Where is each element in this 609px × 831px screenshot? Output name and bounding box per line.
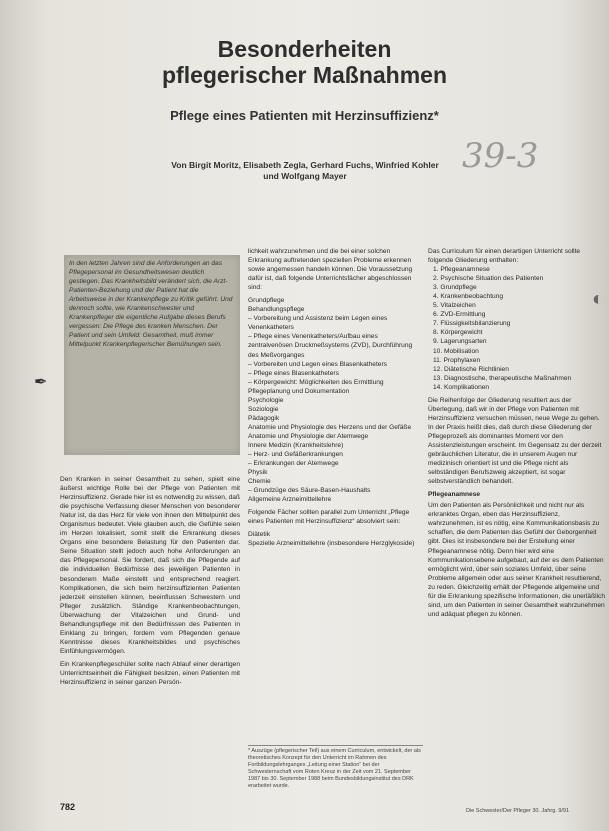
subtitle: Pflege eines Patienten mit Herzinsuffizienz*: [170, 108, 439, 123]
section-heading: Pflegeanamnese: [428, 491, 481, 499]
prerequisite-item: Soziologie: [248, 405, 279, 413]
title-line-2: pflegerischer Maßnahmen: [161, 62, 448, 88]
bird-mark-icon: ✒: [34, 374, 48, 391]
authors-line-1: Von Birgit Moritz, Elisabeth Zegla, Gerhard Fuchs, Winfried Kohler: [171, 160, 439, 170]
column-3: [428, 247, 606, 623]
column2-parallel: Folgende Fächer sollten parallel zum Unterricht „Pflege eines Patienten mit Herzinsuffizienz“ absolviert sein:: [248, 509, 410, 526]
prerequisite-item: Grundpflege: [248, 297, 285, 305]
column1-body-2: Ein Krankenpflegeschüler sollte nach Ablauf einer derartigen Unterrichtseinheit die Fähigkeit besitzen, einen Patienten mit Herzinsuffizienz in seiner ganzen Persön-: [60, 660, 240, 687]
curriculum-outline: [428, 265, 606, 392]
outline-item: 2. Psychische Situation des Patienten: [433, 275, 544, 283]
intro-highlight-text: In den letzten Jahren sind die Anforderungen an das Pflegepersonal im Gesundheitswesen deutlich gestiegen. Das Krankheitsbild verändert sich, die Arzt-Patienten-Beziehung und der Patient hat die Arbeitsweise in der Krankenpflege zu Kritik geführt. Und dennoch sollte, wie Krankenschwester und Krankenpfleger die eigentliche Aufgabe dieses Berufs vergessen: Die Pflege des kranken Menschen. Der Patient und sein Umfeld: Gesamtheit, muß immer Mittelpunkt Krankenpflegerischer Bemühungen sein.: [69, 260, 233, 348]
authors: [120, 160, 490, 182]
handwritten-note: 39-3: [462, 136, 539, 176]
authors-line-2: und Wolfgang Mayer: [263, 171, 347, 181]
prerequisite-item: Behandlungspflege: [248, 306, 305, 314]
prerequisite-item: Pflegeplanung und Dokumentation: [248, 387, 350, 395]
prerequisite-item: – Pflege eines Blasenkatheters: [248, 369, 339, 377]
outline-item: 7. Flüssigkeitsbilanzierung: [433, 320, 511, 328]
column3-para2: Um den Patienten als Persönlichkeit und nicht nur als erkranktes Organ, eben das Herzinsuffizienz, wahrzunehmen, ist es nötig, eine Kommunikationsbasis zu schaffen, die dem Patienten das Gefühl der Geborgenheit gibt. Dies ist insbesondere bei der Erstellung einer Pflegeanamnese nötig. Denn hier wird eine Kommunikationsebene aufgebaut, auf der es dem Patienten ermöglicht wird, über sein soziales Umfeld, über seine Probleme allgemein oder aus seiner Krankheit resultierend, zu reden. Gleichzeitig erhält der Pflegende allgemeine und für die Erkrankung spezifische Informationen, die unerläßlich sind, um den Patienten in seiner Gesamtheit wahrzunehmen und adäquat pflegen zu können.: [428, 502, 606, 618]
outline-item: 13. Diagnostische, therapeutische Maßnahmen: [433, 374, 572, 382]
prerequisite-item: – Vorbereitung und Assistenz beim Legen eines Venenkatheters: [248, 315, 388, 332]
parallel-item: Spezielle Arzneimittellehre (insbesondere Herzglykoside): [248, 540, 415, 548]
title-line-1: Besonderheiten: [217, 36, 392, 62]
outline-item: 4. Krankenbeobachtung: [433, 293, 504, 301]
prerequisite-item: Anatomie und Physiologie des Herzens und der Gefäße: [248, 423, 412, 431]
prerequisite-item: – Körpergewicht: Möglichkeiten des Ermittlung: [248, 378, 384, 386]
outline-item: 3. Grundpflege: [433, 284, 477, 292]
outline-item: 1. Pflegeanamnese: [433, 266, 490, 274]
prerequisite-item: Psychologie: [248, 396, 284, 404]
prerequisite-item: Allgemeine Arzneimittellehre: [248, 496, 332, 504]
outline-item: 8. Körpergewicht: [433, 329, 483, 337]
intro-highlight-box: [64, 255, 240, 455]
parallel-list: [248, 530, 423, 548]
outline-item: 14. Komplikationen: [433, 383, 490, 391]
paperclip-icon: ◐: [592, 288, 605, 310]
prerequisite-item: – Vorbereiten und Legen eines Blasenkatheters: [248, 360, 387, 368]
prerequisite-item: – Erkrankungen der Atemwege: [248, 460, 339, 468]
column-1: [60, 475, 240, 687]
outline-item: 9. Lagerungsarten: [433, 338, 487, 346]
outline-item: 12. Diätetische Richtlinien: [433, 365, 509, 373]
prerequisite-list: [248, 296, 423, 504]
prerequisite-item: Anatomie und Physiologie der Atemwege: [248, 432, 369, 440]
column-2: [248, 247, 423, 549]
column2-intro: lichkeit wahrzunehmen und die bei einer solchen Erkrankung auftretenden speziellen Probleme erkennen sowie angemessen handeln können. Die Voraussetzung dafür ist, daß folgende Unterrichtsfächer abgeschlossen sind:: [248, 248, 413, 292]
prerequisite-item: Pädagogik: [248, 414, 280, 422]
prerequisite-item: – Pflege eines Venenkatheters/Aufbau eines zentralvenösen Druckmeßsystems (ZVD), Durchführung des Meßvorganges: [248, 333, 413, 359]
outline-item: 5. Vitalzeichen: [433, 302, 476, 310]
prerequisite-item: – Herz- und Gefäßerkrankungen: [248, 451, 343, 459]
column3-para1: Die Reihenfolge der Gliederung resultiert aus der Überlegung, daß wir in der Pflege von Patienten mit Herzinsuffizienz versuchen müssen, neue Wege zu gehen. In der Praxis heißt dies, daß durch diese Gliederung der Pflegeprozeß als dominantes Moment vor den Assistenzleistungen erscheint. Im Gegensatz zu der derzeit gebräuchlichen Literatur, die in unserem Augen nur medizinisch orientiert ist und die Pflege nicht als selbständigen Berufszweig akzeptiert, ist sogar selbstverständlich behandelt.: [428, 396, 602, 486]
prerequisite-item: – Grundzüge des Säure-Basen-Haushalts: [248, 487, 371, 495]
prerequisite-item: Chemie: [248, 478, 271, 486]
column1-body: Den Kranken in seiner Gesamtheit zu sehen, spielt eine äußerst wichtige Rolle bei der Pflege von Patienten mit Herzinsuffizienz. Gerade hier ist es notwendig zu wissen, daß die psychische Verfassung dieser Menschen von besonderer Natur ist, da das Herz für viele von ihnen den Mittelpunkt des Organismus bedeutet. Viele glauben auch, die Gefühle seien im Herzen lokalisiert, somit stellt die Erkrankung dieses Organs eine besondere Belastung für den Patienten dar. Seine Situation stellt jedoch auch hohe Anforderungen an das Pflegepersonal. Sie fordert, daß sich die Pflegende auf die individuellen Bedürfnisse des jeweiligen Patienten in besonderem Maße einstellt und entsprechend reagiert. Komplikationen, die sich beim herzinsuffizienten Patienten jederzeit einstellen können, beeinflussen Schwestern und Pfleger zusätzlich. Ständige Krankenbeobachtungen, Überwachung der Vitalzeichen und Grund- und Behandlungspflege mit den Bedürfnissen des Patienten in Einklang zu bringen, fordern vom Pflegenden genaue Kenntnisse dieses Krankheitsbildes und psychisches Einfühlungsvermögen.: [60, 476, 240, 655]
journal-footer: Die Schwester/Der Pfleger 30. Jahrg. 9/91: [466, 808, 570, 814]
prerequisite-item: Physik: [248, 469, 268, 477]
page-number: 782: [60, 802, 76, 812]
column3-intro: Das Curriculum für einen derartigen Unterricht sollte folgende Gliederung enthalten:: [428, 248, 581, 265]
parallel-item: Diätetik: [248, 531, 270, 539]
footnote: * Auszüge (pflegerischer Teil) aus einem Curriculum, entwickelt, der als theoretisches Konzept für den Unterricht im Rahmen des Fortbildungslehrganges „Leitung einer Station“ bei der Schwesternschaft vom Roten Kreuz in der Zeit vom 21. September 1987 bis 30. September 1988 beim Bundesbildungsinstitut des DRK erarbeitet wurde.: [248, 745, 423, 790]
outline-item: 10. Mobilisation: [433, 347, 479, 355]
outline-item: 6. ZVD-Ermittlung: [433, 311, 486, 319]
outline-item: 11. Prophylaxen: [433, 356, 481, 364]
prerequisite-item: Innere Medizin (Krankheitslehre): [248, 441, 344, 449]
